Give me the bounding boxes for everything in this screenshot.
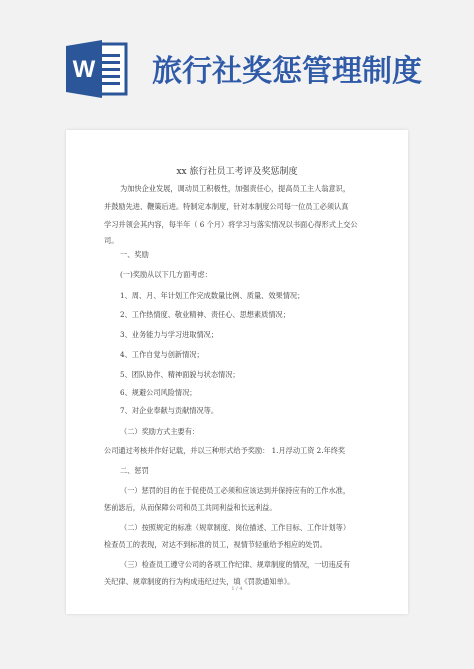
document-page (66, 130, 408, 614)
word-letter: W (72, 56, 96, 83)
list-item: 2、工作热情度、敬业精神、责任心、思想素质情况； (120, 310, 290, 319)
page-number: 1 / 4 (231, 586, 243, 592)
list-item: 6、规避公司风险情况； (120, 388, 197, 397)
paragraph-line: 公司通过考核并作好记载，并以三种形式给予奖励： 1.月浮动工资 2.年终奖 (104, 446, 346, 455)
section-heading: 一、奖励 (120, 250, 149, 259)
list-item: 1、周、月、年计划工作完成数量比例、质量、效果情况； (120, 291, 305, 300)
paragraph-line: 检查员工的表现，对达不到标准的员工，视情节轻重给予相应的处罚。 (104, 540, 327, 549)
subsection-heading: （二）奖励方式主要有： (120, 427, 200, 436)
paragraph-line: 惩前毖后，从而保障公司和员工共同利益和长远利益。 (104, 503, 277, 512)
paragraph-line: 为加快企业发展，调动员工积极性，加强责任心，提高员工主人翁意识， (120, 184, 351, 193)
banner (0, 0, 474, 130)
list-item: 5、团队协作、精神面貌与状态情况； (120, 370, 240, 379)
document-title: xx 旅行社员工考评及奖惩制度 (176, 167, 298, 177)
list-item: 7、对企业奉献与贡献情况等。 (120, 406, 219, 415)
paragraph-line: 关纪律、规章制度的行为构成违纪过失，填《罚款通知单》。 (104, 577, 295, 586)
subsection-heading: (一)奖励从以下几方面考虑： (120, 270, 212, 279)
paragraph-line: 学习并领会其内容，每半年（ 6 个月）将学习与落实情况以书面心得形式上交公 (104, 220, 358, 229)
banner-title: 旅行社奖惩管理制度 (152, 54, 422, 89)
paragraph-line: （三）检查员工遵守公司的各项工作纪律、规章制度的情况，一切违反有 (120, 560, 351, 569)
paragraph-line: （二）按照规定的标准（规章制度、岗位描述、工作目标、工作计划等） (120, 523, 351, 532)
section-heading: 二、惩罚 (120, 466, 149, 475)
paragraph-line: （一）惩罚的目的在于促使员工必须和应该达到并保持应有的工作水准， (120, 486, 351, 495)
paragraph-line: 司。 (104, 236, 119, 245)
list-item: 4、工作自觉与创新情况； (120, 350, 204, 359)
paragraph-line: 并鼓励先进、鞭策后进。特制定本制度，针对本制度公司每一位员工必须认真 (104, 202, 349, 211)
word-document-icon (66, 38, 130, 100)
list-item: 3、业务能力与学习进取情况； (120, 330, 219, 339)
